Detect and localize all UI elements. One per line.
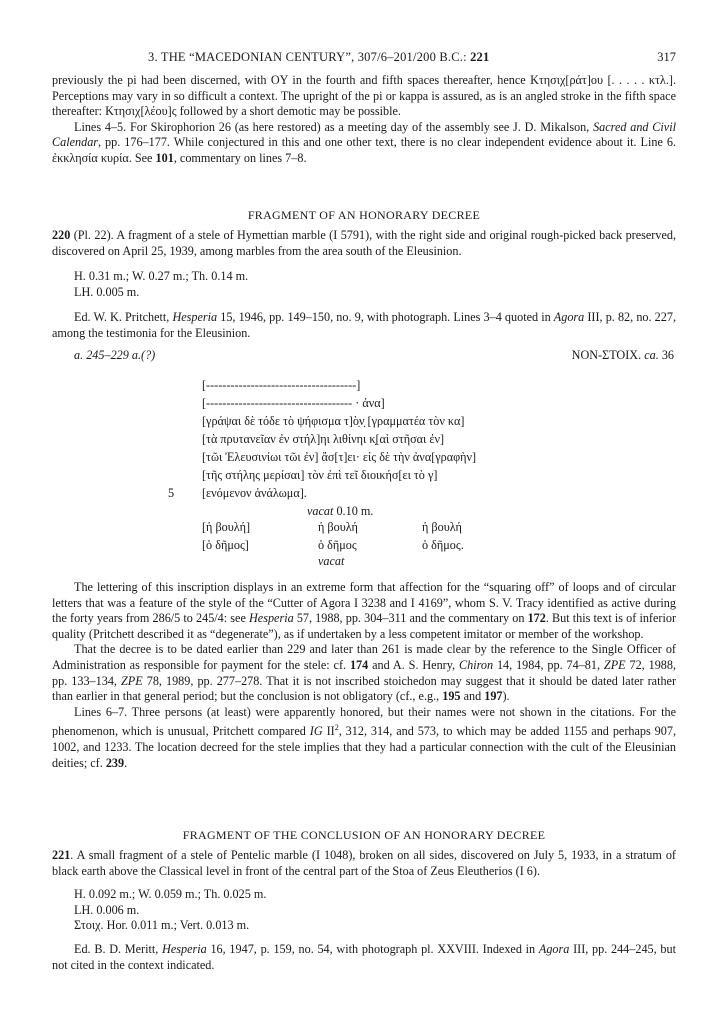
commentary-paragraph-3: Lines 6–7. Three persons (at least) were apparently honored, but their names were not shown in the citations. For the phenomenon, which is unusual, Pritchett compared IG $II^2$, 312, 314, and 573, to which may be added 1155 and perhaps 907, 1002, and 1233. The location decreed for the stele implies that they had a particular connection with the cult of the Eleusinian deities; cf. 239. [52,704,676,770]
inscription-line: 5 [ενόμενον ἀνάλωμα]. [168,486,307,500]
running-head [52,50,676,66]
entry-220-heading: FRAGMENT OF AN HONORARY DECREE [247,208,481,222]
inscription-line: [γράψαι δὲ τόδε τὸ ψήφισμα τ]ὸ̣ν̣ [γραμματέα τὸν κα] [202,414,465,428]
vacat-top: vacat 0.10 m. [307,504,374,518]
intro-paragraph-1: previously the pi had been discerned, with OΥ in the fourth and fifth spaces thereafter, hence Κτησιχ[ράτ]ου [. . . . . κτλ.]. Perceptions may vary in so difficult a context. The upright of the pi or kappa is assured, as is an angled stroke in the fifth space thereafter: Κτησιχ[λέου]ς followed by a short demotic may be possible. [52,73,676,119]
crown-left [202,518,250,554]
entry-221-dimensions: H. 0.092 m.; W. 0.059 m.; Th. 0.025 m. [74,887,267,902]
entry-220-description: 220 (Pl. 22). A fragment of a stele of Hymettian marble (I 5791), with the right side and original rough-picked back preserved, discovered on April 25, 1939, among marbles from the area south of the Eleusinion. H. 0.31 m.; W. 0.27 m.; Th. 0.14 m. LH. 0.005 m. Ed. W. K. Pritchett, Hesperia 15, 1946, pp. 149–150, no. 9, with photograph. Lines 3–4 quoted in Agora III, p. 82, no. 227, among the testimonia for the Eleusinion. [52,228,676,340]
crown-middle [318,518,358,554]
intro-paragraph-2: Lines 4–5. For Skirophorion 26 (as here restored) as a meeting day of the assembly see J. D. Mikalson, Sacred and Civil Calendar, pp. 176–177. While conjectured in this and one other text, there is no clear independent evidence about it. Line 6. ἐκκλησία κυρία. See 101, commentary on lines 7–8. [52,119,676,165]
inscription-line: [-------------------------------------] [202,378,361,392]
entry-220-letter-height: LH. 0.005 m. [74,284,140,299]
entry-221-heading: FRAGMENT OF THE CONCLUSION OF AN HONORARY DECREE [182,828,546,842]
page-number: 317 [657,50,676,64]
crown-text: [ὁ δῆμος] [202,538,249,552]
entry-221-number: 221 [52,848,71,862]
entry-221-edition: Ed. B. D. Meritt, Hesperia 16, 1947, p. 159, no. 54, with photograph pl. XXVIII. Indexed in Agora III, pp. 244–245, but not cited in the context indicated. [52,941,676,972]
crown-text: ἡ βουλή [318,520,358,534]
inscription-line: [τῶι Ἐλευσινίωι τῶι ἐν] ἄσ[τ]ει· εἰς δὲ τὴν ἀνα[γραφὴν] [202,450,477,464]
inscription-line: [τὰ πρυτανεῖαν ἐν στήλ]ηι λιθίνηι κ̣[αὶ στῆσαι ἐν] [202,432,445,446]
crown-text: [ἡ βουλή] [202,520,251,534]
commentary-paragraph-1: The lettering of this inscription displays in an extreme form that affection for the “squaring off” of loops and of circular letters that was a feature of the style of the “Cutter of Agora I 3238 and I 4169”, whom S. V. Tracy identified as active during the forty years from 286/5 to 245/4: see Hesperia 57, 1988, pp. 304–311 and the commentary on 172. But this text is of inferior quality (Pritchett described it as “degenerate”), as if undertaken by a less competent imitator or member of the workshop. [52,580,677,641]
entry-221-stoichedon: Στοιχ. Hor. 0.011 m.; Vert. 0.013 m. [74,918,250,933]
crown-right [422,518,464,554]
line-number: 5 [168,486,175,500]
crown-text: ὁ δῆμος [318,538,357,552]
vacat-bottom: vacat [318,554,345,568]
commentary-paragraph-2: That the decree is to be dated earlier than 229 and later than 261 is made clear by the reference to the Single Officer of Administration as responsible for payment for the stele: cf. 174 and A. S. Henry, Chiron 14, 1984, pp. 74–81, ZPE 72, 1988, pp. 133–134, ZPE 78, 1989, pp. 277–278. That it is not inscribed stoichedon may suggest that it should be dated later rather than earlier in that general period; but the conclusion is not obligatory (cf., e.g., 195 and 197). [52,642,677,704]
intro-continuation [52,73,676,167]
inscription-stoichedon: NON-ΣΤΟΙΧ. ca. 36 [571,348,674,362]
entry-221-letter-height: LH. 0.006 m. [74,902,140,917]
inscription-text [168,376,522,502]
entry-221-description: 221. A small fragment of a stele of Pentelic marble (I 1048), broken on all sides, discovered on July 5, 1933, in a stratum of black earth above the Classical level in front of the central part of the Stoa of Zeus Eleutherios (I 6). H. 0.092 m.; W. 0.059 m.; Th. 0.025 m. LH. 0.006 m. Στοιχ. Hor. 0.011 m.; Vert. 0.013 m. Ed. B. D. Meritt, Hesperia 16, 1947, p. 159, no. 54, with photograph pl. XXVIII. Indexed in Agora III, pp. 244–245, but not cited in the context indicated. [52,848,676,972]
entry-220-number: 220 [52,228,71,242]
entry-220-dimensions: H. 0.31 m.; W. 0.27 m.; Th. 0.14 m. [74,269,249,284]
entry-220-commentary [52,580,676,771]
running-head-entry-number: 221 [470,50,490,64]
inscription-line: [------------------------------------ · ἀνα] [202,396,385,410]
inscription-line: [τῆς στήλης μερίσαι] τὸν ἐπὶ τεῖ διοικήσ[ει τὸ γ] [202,468,438,482]
running-head-title: 3. THE “MACEDONIAN CENTURY”, 307/6–201/200 B.C.: 221 [148,50,490,64]
entry-220-edition: Ed. W. K. Pritchett, Hesperia 15, 1946, pp. 149–150, no. 9, with photograph. Lines 3–4 quoted in Agora III, p. 82, no. 227, among the testimonia for the Eleusinion. [52,310,676,340]
crown-text: ὁ δῆμος. [422,538,464,552]
crown-text: ἡ βουλή [422,520,462,534]
inscription-date: a. 245–229 a.(?) [74,348,156,362]
